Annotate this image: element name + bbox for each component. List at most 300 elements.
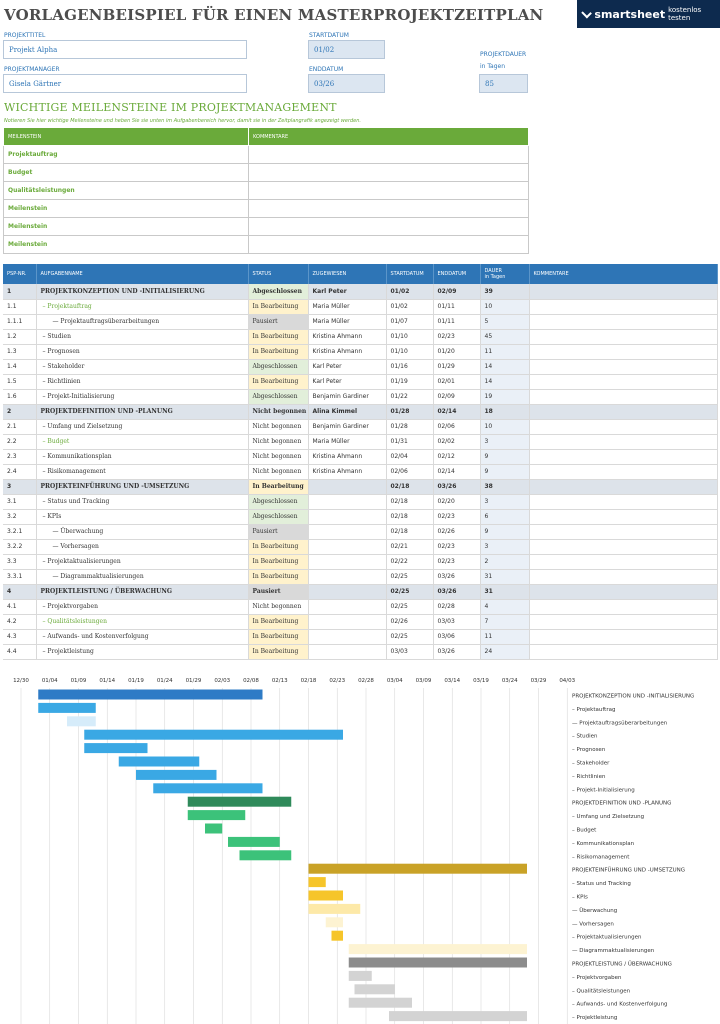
wbs-number: 3.3.1 (3, 569, 36, 584)
end-date-cell[interactable]: 02/20 (433, 494, 480, 509)
status-cell[interactable]: Pausiert (248, 524, 308, 539)
end-date-cell[interactable]: 02/28 (433, 599, 480, 614)
duration-cell: 5 (480, 314, 529, 329)
task-name[interactable]: PROJEKTDEFINITION UND -PLANUNG (36, 404, 248, 419)
assigned-cell[interactable] (308, 599, 386, 614)
start-date-cell[interactable]: 02/26 (386, 614, 433, 629)
status-cell[interactable]: In Bearbeitung (248, 329, 308, 344)
end-date-cell[interactable]: 02/26 (433, 524, 480, 539)
end-date-cell[interactable]: 01/20 (433, 344, 480, 359)
gantt-bar (38, 703, 96, 713)
comment-cell[interactable] (529, 479, 718, 494)
milestone-row[interactable] (4, 164, 529, 182)
task-name[interactable]: – Prognosen (36, 344, 248, 359)
wbs-number: 1.1.1 (3, 314, 36, 329)
task-table (3, 264, 718, 660)
project-duration-field: 85 (479, 74, 528, 93)
status-cell[interactable]: In Bearbeitung (248, 614, 308, 629)
project-title-field[interactable]: Projekt Alpha (3, 40, 247, 59)
duration-cell: 19 (480, 389, 529, 404)
task-name[interactable]: — Überwachung (36, 524, 248, 539)
task-row[interactable] (3, 614, 718, 629)
gantt-label: – Risikomanagement (572, 854, 630, 861)
project-manager-label: PROJEKTMANAGER (4, 66, 60, 73)
comment-cell[interactable] (529, 539, 718, 554)
comment-cell[interactable] (529, 569, 718, 584)
status-cell[interactable]: Nicht begonnen (248, 599, 308, 614)
milestone-row[interactable] (4, 218, 529, 236)
gantt-bar (136, 770, 217, 780)
col-end: ENDDATUM (433, 264, 480, 284)
assigned-cell[interactable]: Alina Kimmel (308, 404, 386, 419)
comment-cell[interactable] (529, 404, 718, 419)
milestone-row[interactable] (4, 236, 529, 254)
gantt-bar (153, 783, 262, 793)
comment-cell[interactable] (529, 629, 718, 644)
gantt-tick-label: 01/29 (185, 678, 202, 684)
task-row[interactable] (3, 389, 718, 404)
milestone-name[interactable]: Projektauftrag (4, 146, 249, 164)
milestone-name[interactable]: Qualitätsleistungen (4, 182, 249, 200)
task-row[interactable] (3, 314, 718, 329)
comment-cell[interactable] (529, 359, 718, 374)
duration-cell: 11 (480, 344, 529, 359)
task-name[interactable]: – Qualitätsleistungen (36, 614, 248, 629)
assigned-cell[interactable] (308, 494, 386, 509)
start-date-cell[interactable]: 01/28 (386, 404, 433, 419)
col-duration: DAUER in Tagen (480, 264, 529, 284)
gantt-tick-label: 01/19 (128, 678, 144, 684)
start-date-cell[interactable]: 01/28 (386, 419, 433, 434)
gantt-label: PROJEKTLEISTUNG / ÜBERWACHUNG (572, 961, 672, 968)
end-date-cell[interactable]: 03/26 (433, 569, 480, 584)
comment-cell[interactable] (529, 464, 718, 479)
col-start: STARTDATUM (386, 264, 433, 284)
wbs-number: 4.1 (3, 599, 36, 614)
start-date-cell[interactable]: 01/16 (386, 359, 433, 374)
wbs-number: 2 (3, 404, 36, 419)
end-date-cell[interactable]: 01/11 (433, 314, 480, 329)
task-name[interactable]: – Kommunikationsplan (36, 449, 248, 464)
gantt-tick-label: 04/03 (559, 678, 576, 684)
start-date-cell[interactable]: 01/31 (386, 434, 433, 449)
comment-cell[interactable] (529, 419, 718, 434)
duration-cell: 9 (480, 464, 529, 479)
gantt-tick-label: 02/08 (243, 678, 259, 684)
assigned-cell[interactable] (308, 509, 386, 524)
task-name[interactable]: – Status und Tracking (36, 494, 248, 509)
start-date-cell[interactable]: 02/25 (386, 599, 433, 614)
gantt-bar (38, 690, 262, 700)
start-date-cell[interactable]: 01/22 (386, 389, 433, 404)
duration-cell: 24 (480, 644, 529, 659)
milestone-name[interactable]: Meilenstein (4, 218, 249, 236)
task-row[interactable] (3, 494, 718, 509)
start-date-cell[interactable]: 02/06 (386, 464, 433, 479)
task-name[interactable]: – Umfang und Zielsetzung (36, 419, 248, 434)
duration-cell: 18 (480, 404, 529, 419)
trial-link[interactable]: kostenlos testen (668, 6, 702, 22)
gantt-bar (355, 984, 395, 994)
gantt-label: – Studien (572, 733, 598, 740)
gantt-bar (84, 730, 343, 740)
task-name[interactable]: — Diagrammaktualisierungen (36, 569, 248, 584)
assigned-cell[interactable] (308, 569, 386, 584)
task-row[interactable] (3, 299, 718, 314)
phase-row[interactable] (3, 284, 718, 299)
start-date-cell[interactable]: 01/02 (386, 284, 433, 299)
assigned-cell[interactable]: Maria Müller (308, 314, 386, 329)
duration-cell: 31 (480, 584, 529, 599)
gantt-tick-label: 02/28 (358, 678, 374, 684)
duration-cell: 45 (480, 329, 529, 344)
duration-cell: 10 (480, 299, 529, 314)
status-cell[interactable]: In Bearbeitung (248, 539, 308, 554)
task-row[interactable] (3, 449, 718, 464)
status-cell[interactable]: In Bearbeitung (248, 554, 308, 569)
status-cell[interactable]: Abgeschlossen (248, 494, 308, 509)
end-date-cell[interactable]: 02/23 (433, 509, 480, 524)
checkmark-icon (581, 7, 592, 18)
task-name[interactable]: – Budget (36, 434, 248, 449)
assigned-cell[interactable]: Benjamin Gardiner (308, 419, 386, 434)
task-name[interactable]: – Projektaktualisierungen (36, 554, 248, 569)
gantt-tick-label: 02/23 (329, 678, 346, 684)
duration-cell: 31 (480, 569, 529, 584)
end-date-cell[interactable]: 03/26 (433, 644, 480, 659)
task-row[interactable] (3, 329, 718, 344)
wbs-number: 3.3 (3, 554, 36, 569)
gantt-tick-label: 01/14 (99, 678, 116, 684)
end-date-cell[interactable]: 02/02 (433, 434, 480, 449)
gantt-label: – Aufwands- und Kostenverfolgung (572, 1001, 668, 1008)
start-date-cell[interactable]: 01/19 (386, 374, 433, 389)
gantt-tick-label: 03/29 (530, 678, 547, 684)
gantt-bar (205, 824, 222, 834)
task-name[interactable]: PROJEKTKONZEPTION UND -INITIALISIERUNG (36, 284, 248, 299)
assigned-cell[interactable] (308, 644, 386, 659)
gantt-label: – Status und Tracking (572, 881, 631, 888)
duration-cell: 10 (480, 419, 529, 434)
comment-cell[interactable] (529, 449, 718, 464)
end-date-cell[interactable]: 02/09 (433, 389, 480, 404)
gantt-label: – KPIs (572, 894, 588, 901)
end-date-cell[interactable]: 02/12 (433, 449, 480, 464)
task-row[interactable] (3, 509, 718, 524)
milestone-name[interactable]: Meilenstein (4, 200, 249, 218)
task-name[interactable]: PROJEKTEINFÜHRUNG UND -UMSETZUNG (36, 479, 248, 494)
duration-cell: 7 (480, 614, 529, 629)
milestone-row[interactable] (4, 146, 529, 164)
task-name[interactable]: – Risikomanagement (36, 464, 248, 479)
status-cell[interactable]: Nicht begonnen (248, 464, 308, 479)
milestone-comment[interactable] (249, 164, 529, 182)
comment-cell[interactable] (529, 524, 718, 539)
start-date-cell[interactable]: 01/02 (386, 299, 433, 314)
milestone-comment[interactable] (249, 182, 529, 200)
end-date-cell[interactable]: 02/09 (433, 284, 480, 299)
status-cell[interactable]: Pausiert (248, 314, 308, 329)
status-cell[interactable]: Nicht begonnen (248, 434, 308, 449)
duration-cell: 6 (480, 509, 529, 524)
status-cell[interactable]: In Bearbeitung (248, 644, 308, 659)
duration-cell: 11 (480, 629, 529, 644)
assigned-cell[interactable] (308, 479, 386, 494)
comment-cell[interactable] (529, 284, 718, 299)
gantt-tick-label: 01/09 (70, 678, 87, 684)
task-row[interactable] (3, 359, 718, 374)
end-date-cell[interactable]: 01/29 (433, 359, 480, 374)
task-name[interactable]: – Projekt-Initialisierung (36, 389, 248, 404)
comment-cell[interactable] (529, 344, 718, 359)
assigned-cell[interactable]: Kristina Ahmann (308, 329, 386, 344)
end-date-cell[interactable]: 03/26 (433, 479, 480, 494)
gantt-bar (389, 1011, 527, 1021)
end-date-cell[interactable]: 03/26 (433, 584, 480, 599)
duration-cell: 38 (480, 479, 529, 494)
task-name[interactable]: – Aufwands- und Kostenverfolgung (36, 629, 248, 644)
status-cell[interactable]: Nicht begonnen (248, 449, 308, 464)
milestone-comment[interactable] (249, 218, 529, 236)
milestones-table (3, 127, 529, 254)
task-row[interactable] (3, 599, 718, 614)
status-cell[interactable]: Nicht begonnen (248, 404, 308, 419)
duration-cell: 14 (480, 374, 529, 389)
gantt-bar (332, 931, 344, 941)
gantt-label: — Diagrammaktualisierungen (572, 948, 655, 955)
smartsheet-banner[interactable] (577, 0, 720, 28)
task-row[interactable] (3, 644, 718, 659)
assigned-cell[interactable] (308, 629, 386, 644)
gantt-bar (228, 837, 280, 847)
status-cell[interactable]: Pausiert (248, 584, 308, 599)
phase-row[interactable] (3, 404, 718, 419)
task-row[interactable] (3, 629, 718, 644)
task-row[interactable] (3, 554, 718, 569)
assigned-cell[interactable]: Maria Müller (308, 299, 386, 314)
end-date-cell[interactable]: 02/14 (433, 404, 480, 419)
start-date-cell[interactable]: 02/25 (386, 569, 433, 584)
assigned-cell[interactable] (308, 539, 386, 554)
gantt-bar (349, 958, 527, 968)
status-cell[interactable]: Abgeschlossen (248, 284, 308, 299)
task-row[interactable] (3, 374, 718, 389)
start-date-cell[interactable]: 02/04 (386, 449, 433, 464)
gantt-tick-label: 01/04 (41, 678, 58, 684)
end-date-cell[interactable]: 01/11 (433, 299, 480, 314)
assigned-cell[interactable]: Karl Peter (308, 359, 386, 374)
start-date-cell[interactable]: 01/10 (386, 329, 433, 344)
start-date-cell[interactable]: 02/18 (386, 509, 433, 524)
gantt-tick-label: 02/13 (271, 678, 288, 684)
start-date-cell[interactable]: 01/10 (386, 344, 433, 359)
project-manager-field[interactable]: Gisela Gärtner (3, 74, 247, 93)
assigned-cell[interactable]: Kristina Ahmann (308, 449, 386, 464)
milestones-note: Notieren Sie hier wichtige Meilensteine und heben Sie sie unten im Aufgabenbereich hervor, damit sie in der Zeitplangrafik angezeigt werden. (4, 118, 362, 124)
comment-cell[interactable] (529, 374, 718, 389)
col-wbs: PSP-NR. (3, 264, 36, 284)
wbs-number: 2.1 (3, 419, 36, 434)
end-date-cell[interactable]: 02/23 (433, 539, 480, 554)
start-date-cell[interactable]: 02/25 (386, 629, 433, 644)
task-row[interactable] (3, 524, 718, 539)
duration-cell: 14 (480, 359, 529, 374)
gantt-bar (119, 757, 200, 767)
col-status: STATUS (248, 264, 308, 284)
comment-cell[interactable] (529, 494, 718, 509)
status-cell[interactable]: Nicht begonnen (248, 419, 308, 434)
comment-cell[interactable] (529, 614, 718, 629)
milestone-comment[interactable] (249, 200, 529, 218)
task-name[interactable]: – Stakeholder (36, 359, 248, 374)
milestone-name[interactable]: Budget (4, 164, 249, 182)
start-date-cell[interactable]: 02/25 (386, 584, 433, 599)
duration-cell: 2 (480, 554, 529, 569)
wbs-number: 3.1 (3, 494, 36, 509)
task-name[interactable]: – Studien (36, 329, 248, 344)
start-date-cell[interactable]: 03/03 (386, 644, 433, 659)
wbs-number: 3.2.2 (3, 539, 36, 554)
wbs-number: 4.3 (3, 629, 36, 644)
task-name[interactable]: – Projektvorgaben (36, 599, 248, 614)
gantt-bar (84, 743, 147, 753)
comment-cell[interactable] (529, 509, 718, 524)
gantt-label: PROJEKTEINFÜHRUNG UND -UMSETZUNG (572, 867, 685, 874)
page-title: VORLAGENBEISPIEL FÜR EINEN MASTERPROJEKTZEITPLAN (4, 6, 544, 24)
comment-cell[interactable] (529, 314, 718, 329)
milestone-comment[interactable] (249, 236, 529, 254)
milestone-row[interactable] (4, 200, 529, 218)
duration-cell: 4 (480, 599, 529, 614)
wbs-number: 1.4 (3, 359, 36, 374)
task-name[interactable]: – Richtlinien (36, 374, 248, 389)
status-cell[interactable]: Abgeschlossen (248, 359, 308, 374)
gantt-label: — Vorhersagen (572, 921, 614, 928)
assigned-cell[interactable] (308, 524, 386, 539)
gantt-label: – Projektauftrag (572, 706, 616, 713)
task-row[interactable] (3, 539, 718, 554)
gantt-label: – Projektaktualisierungen (572, 934, 642, 941)
wbs-number: 1 (3, 284, 36, 299)
status-cell[interactable]: Abgeschlossen (248, 389, 308, 404)
wbs-number: 2.3 (3, 449, 36, 464)
task-row[interactable] (3, 464, 718, 479)
wbs-number: 1.1 (3, 299, 36, 314)
gantt-bar (349, 944, 527, 954)
task-name[interactable]: – Projektauftrag (36, 299, 248, 314)
duration-cell: 3 (480, 539, 529, 554)
comment-cell[interactable] (529, 554, 718, 569)
start-date-cell[interactable]: 02/18 (386, 479, 433, 494)
task-row[interactable] (3, 344, 718, 359)
start-date-cell[interactable]: 02/21 (386, 539, 433, 554)
phase-row[interactable] (3, 479, 718, 494)
milestone-name[interactable]: Meilenstein (4, 236, 249, 254)
gantt-label: – Qualitätsleistungen (572, 988, 631, 995)
comment-cell[interactable] (529, 584, 718, 599)
assigned-cell[interactable]: Kristina Ahmann (308, 344, 386, 359)
end-date-cell[interactable]: 03/06 (433, 629, 480, 644)
status-cell[interactable]: In Bearbeitung (248, 629, 308, 644)
end-date-cell[interactable]: 02/06 (433, 419, 480, 434)
task-name[interactable]: — Vorhersagen (36, 539, 248, 554)
end-date-cell[interactable]: 03/03 (433, 614, 480, 629)
gantt-bar (240, 850, 292, 860)
task-row[interactable] (3, 419, 718, 434)
gantt-bar (309, 891, 344, 901)
project-duration-sublabel: in Tagen (480, 63, 506, 70)
wbs-number: 4 (3, 584, 36, 599)
start-date-field[interactable]: 01/02 (308, 40, 385, 59)
gantt-label: — Überwachung (572, 907, 618, 914)
status-cell[interactable]: In Bearbeitung (248, 299, 308, 314)
end-date-cell[interactable]: 02/23 (433, 554, 480, 569)
task-row[interactable] (3, 434, 718, 449)
comment-cell[interactable] (529, 599, 718, 614)
start-date-cell[interactable]: 02/18 (386, 494, 433, 509)
status-cell[interactable]: In Bearbeitung (248, 374, 308, 389)
status-cell[interactable]: In Bearbeitung (248, 479, 308, 494)
task-name[interactable]: PROJEKTLEISTUNG / ÜBERWACHUNG (36, 584, 248, 599)
start-date-cell[interactable]: 01/07 (386, 314, 433, 329)
gantt-label: – Projekt-Initialisierung (572, 787, 635, 794)
gantt-bar (349, 971, 372, 981)
assigned-cell[interactable] (308, 614, 386, 629)
assigned-cell[interactable]: Karl Peter (308, 284, 386, 299)
task-row[interactable] (3, 569, 718, 584)
gantt-label: – Budget (572, 827, 597, 834)
assigned-cell[interactable] (308, 584, 386, 599)
task-name[interactable]: – Projektleistung (36, 644, 248, 659)
assigned-cell[interactable]: Benjamin Gardiner (308, 389, 386, 404)
gantt-tick-label: 02/03 (214, 678, 231, 684)
status-cell[interactable]: In Bearbeitung (248, 344, 308, 359)
start-date-cell[interactable]: 02/22 (386, 554, 433, 569)
end-date-cell[interactable]: 02/14 (433, 464, 480, 479)
assigned-cell[interactable] (308, 554, 386, 569)
gantt-label: – Richtlinien (572, 773, 606, 780)
assigned-cell[interactable]: Maria Müller (308, 434, 386, 449)
status-cell[interactable]: In Bearbeitung (248, 569, 308, 584)
end-date-cell[interactable]: 02/23 (433, 329, 480, 344)
comment-cell[interactable] (529, 329, 718, 344)
gantt-chart (0, 672, 720, 1024)
gantt-tick-label: 03/14 (444, 678, 461, 684)
assigned-cell[interactable]: Kristina Ahmann (308, 464, 386, 479)
milestone-comment[interactable] (249, 146, 529, 164)
wbs-number: 1.5 (3, 374, 36, 389)
comment-cell[interactable] (529, 434, 718, 449)
task-name[interactable]: — Projektauftragsüberarbeitungen (36, 314, 248, 329)
gantt-bar (188, 797, 292, 807)
gantt-bar (309, 864, 528, 874)
comment-cell[interactable] (529, 389, 718, 404)
duration-cell: 3 (480, 434, 529, 449)
gantt-label: – Projektleistung (572, 1015, 618, 1022)
duration-cell: 39 (480, 284, 529, 299)
assigned-cell[interactable]: Karl Peter (308, 374, 386, 389)
end-date-cell[interactable]: 02/01 (433, 374, 480, 389)
status-cell[interactable]: Abgeschlossen (248, 509, 308, 524)
comment-cell[interactable] (529, 299, 718, 314)
end-date-field[interactable]: 03/26 (308, 74, 385, 93)
milestone-row[interactable] (4, 182, 529, 200)
phase-row[interactable] (3, 584, 718, 599)
comment-cell[interactable] (529, 644, 718, 659)
start-date-cell[interactable]: 02/18 (386, 524, 433, 539)
task-name[interactable]: – KPIs (36, 509, 248, 524)
wbs-number: 3 (3, 479, 36, 494)
